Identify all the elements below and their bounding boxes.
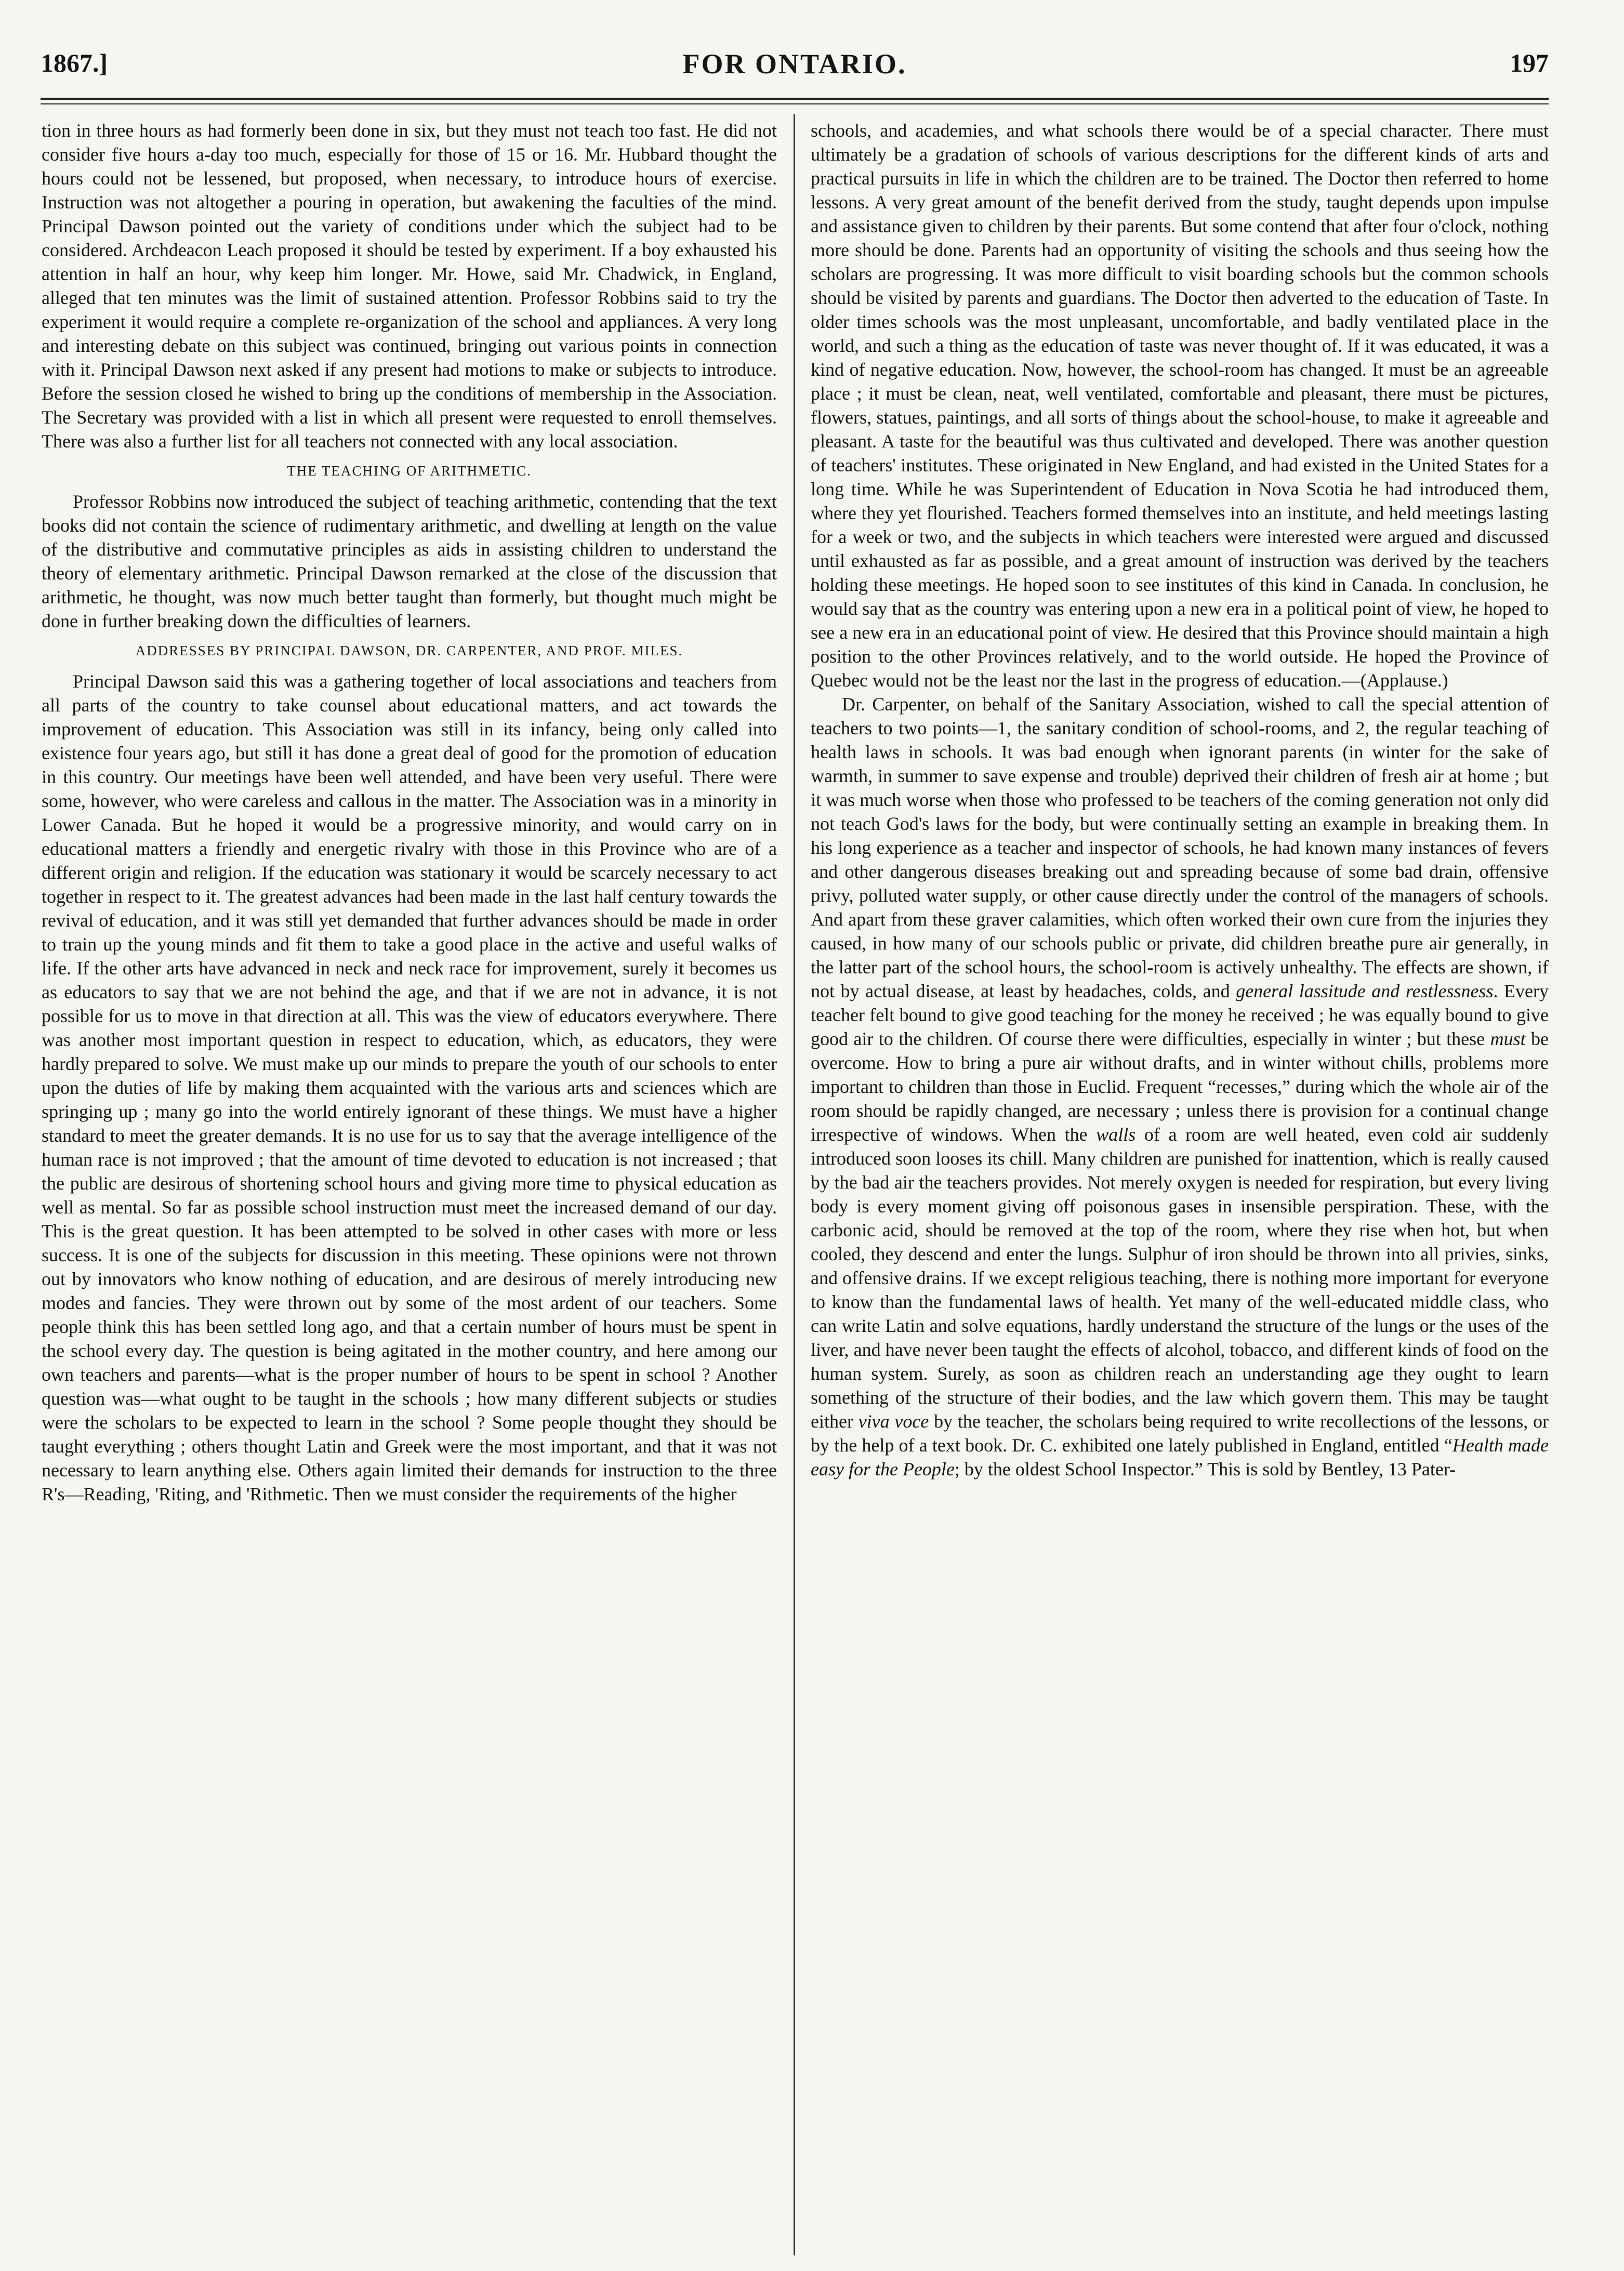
section-heading-addresses: ADDRESSES BY PRINCIPAL DAWSON, DR. CARPENTER, AND PROF. MILES. [135,643,683,658]
header-rule-thick [41,98,1549,100]
italic-phrase: walls [1096,1124,1136,1145]
italic-phrase: must [1490,1028,1526,1049]
text-run: Dr. Carpenter, on behalf of the Sanitary Association, wished to call the special attention of teachers to two points—1, the sanitary condition of school-rooms, and 2, the regular teaching of health laws in schools. It was bad enough when ignorant parents (in winter for the sake of warmth, in summer to save expense and trouble) deprived their children of fresh air at home ; but it was much worse when those who professed to be teachers of the coming generation not only did not teach God's laws for the body, but were continually setting an example in breaking them. In his long experience as a teacher and inspector of schools, he had known many instances of fevers and other dangerous diseases breaking out and spreading because of some bad drain, offensive privy, polluted water supply, or other cause directly under the control of the managers of schools. And apart from these graver calamities, which often worked their own cure from the injuries they caused, in how many of our schools public or private, did children breathe pure air generally, in the latter part of the school hours, the school-room is actively unhealthy. The effects are shown, if not by actual disease, at least by headaches, colds, and [811,694,1549,1001]
text-run: . Every teacher felt bound to give good teaching for the money he received ; he was equally bound to give good air to the children. Of course there were difficulties, especially in winter ; but these [811,981,1549,1049]
column-divider [794,114,795,2255]
header-rule-thin [41,103,1549,104]
right-column [811,118,1549,2254]
paragraph-dawson-address: Principal Dawson said this was a gathering together of local associations and teachers from all parts of the country to take counsel about educational matters, and act towards the improvement of education. This Association was still in its infancy, being only called into existence four years ago, but still it has done a great deal of good for the promotion of education in this country. Our meetings have been well attended, and have been very useful. There were some, however, who were careless and callous in the matter. The Association was in a minority in Lower Canada. But he hoped it would be a progressive minority, and would carry on in educational matters a friendly and energetic rivalry with those in this Province who are of a different origin and religion. If the education was stationary it would be scarcely necessary to act together in respect to it. The greatest advances had been made in the last half century towards the revival of education, and it was still yet demanded that further advances should be made in order to train up the young minds and fit them to take a good place in the active and useful walks of life. If the other arts have advanced in neck and neck race for improvement, surely it becomes us as educators to say that we are not behind the age, and that if we are not in advance, it is not possible for us to move in that direction at all. This was the view of educators everywhere. There was another most important question in respect to education, which, as educators, they were hardly prepared to solve. We must make up our minds to prepare the youth of our schools to enter upon the duties of life by making them acquainted with the various arts and sciences which are springing up ; many go into the world entirely ignorant of these things. We must have a higher standard to meet the greater demands. It is no use for us to say that the average intelligence of the human race is not improved ; that the amount of time devoted to education is not increased ; that the public are desirous of shortening school hours and giving more time to physical education as well as mental. So far as possible school instruction must meet the increased demand of our day. This is the great question. It has been attempted to be solved in other cases with more or less success. It is one of the subjects for discussion in this meeting. These opinions were not thrown out by innovators who know nothing of education, and are desirous of merely introducing new modes and fancies. They were thrown out by some of the most ardent of our teachers. Some people think this has been settled long ago, and that a certain number of hours must be spent in the school every day. The question is being agitated in the mother country, and here among our own teachers and parents—what is the proper number of hours to be spent in school ? Another question was—what ought to be taught in the schools ; how many different subjects or studies were the scholars to be expected to learn in the school ? Some people thought they should be taught everything ; others thought Latin and Greek were the most important, and that it was not necessary to learn anything else. Others again limited their demands for instruction to the three R's—Reading, 'Riting, and 'Rithmetic. Then we must consider the requirements of the higher [42,671,777,1504]
header-page-number: 197 [1510,48,1549,77]
left-column [42,118,777,2254]
paragraph-dawson-continued: schools, and academies, and what schools there would be of a special character. There must ultimately be a gradation of schools of various descriptions for the different kinds of arts and practical pursuits in life in which the children are to be trained. The Doctor then referred to home lessons. A very great amount of the benefit derived from the study, taught depends upon impulse and assistance given to children by their parents. But some contend that after four o'clock, nothing more should be done. Parents had an opportunity of visiting the schools and thus seeing how the scholars are progressing. It was more difficult to visit boarding schools but the common schools should be visited by parents and guardians. The Doctor then adverted to the education of Taste. In older times schools was the most unpleasant, uncomfortable, and badly ventilated place in the world, and such a thing as the education of taste was never thought of. If it was educated, it was a kind of negative education. Now, however, the school-room has changed. It must be an agreeable place ; it must be clean, neat, well ventilated, comfortable and pleasant, there must be pictures, flowers, statues, paintings, and all sorts of things about the school-house, to make it agreeable and pleasant. A taste for the beautiful was thus cultivated and developed. There was another question of teachers' institutes. These originated in New England, and had existed in the United States for a long time. While he was Superintendent of Education in Nova Scotia he had introduced them, where they yet flourished. Teachers formed themselves into an institute, and held meetings lasting for a week or two, and the subjects in which teachers were interested were argued and discussed until exhausted as far as possible, and a great amount of instruction was derived by the teachers holding these meetings. He hoped soon to see institutes of this kind in Canada. In conclusion, he would say that as the country was entering upon a new era in a political point of view, he hoped to see a new era in an educational point of view. He desired that this Province should maintain a high position to the other Provinces relatively, and to the world outside. He hoped the Province of Quebec would not be the least nor the last in the progress of education.—(Applause.) [811,120,1549,691]
paragraph-continuation: tion in three hours as had formerly been done in six, but they must not teach too fast. He did not consider five hours a-day too much, especially for those of 15 or 16. Mr. Hubbard thought the hours could not be lessened, but proposed, when necessary, to introduce hours of exercise. Instruction was not altogether a pouring in operation, but awakening the faculties of the mind. Principal Dawson pointed out the variety of conditions under which the subject had to be considered. Archdeacon Leach proposed it should be tested by experiment. If a boy exhausted his attention in half an hour, why keep him longer. Mr. Howe, said Mr. Chadwick, in England, alleged that ten minutes was the limit of sustained attention. Professor Robbins said to try the experiment it would require a complete re-organization of the school and appliances. A very long and interesting debate on this subject was continued, bringing out various points in connection with it. Principal Dawson next asked if any present had motions to make or subjects to introduce. Before the session closed he wished to bring up the conditions of membership in the Association. The Secretary was provided with a list in which all present were requested to enroll themselves. There was also a further list for all teachers not connected with any local association. [42,120,777,452]
text-run: of a room are well heated, even cold air suddenly introduced soon looses its chill. Many children are punished for inattention, which is really caused by the bad air the teachers provides. Not merely oxygen is needed for respiration, but every living body is every moment giving off poisonous gases in insensible perspiration. These, with the carbonic acid, should be removed at the top of the room, where they rise when hot, but when cooled, they descend and enter the lungs. Sulphur of iron should be thrown into all privies, sinks, and offensive drains. If we except religious teaching, there is nothing more important for everyone to know than the fundamental laws of health. Yet many of the well-educated middle class, who can write Latin and solve equations, hardly understand the structure of the lungs or the uses of the liver, and have never been taught the effects of alcohol, tobacco, and different kinds of food on the human system. Surely, as soon as children reach an understanding age they ought to learn something of the structure of their bodies, and the law which govern them. This may be taught either [811,1124,1549,1432]
italic-phrase: viva voce [858,1411,929,1432]
italic-phrase: general lassitude and restlessness [1236,981,1494,1001]
paragraph-carpenter-address [811,692,1549,1481]
italic-book-title: Health made easy for the People [811,1435,1549,1480]
text-run: ; by the oldest School Inspector.” This is sold by Bentley, 13 Pater- [954,1459,1456,1480]
text-run: be overcome. How to bring a pure air without drafts, and in winter without chills, problems more important to children than those in Euclid. Frequent “recesses,” during which the whole air of the room should be rapidly changed, are necessary ; unless there is provision for a continual change irrespective of windows. When the [811,1028,1549,1145]
section-heading-arithmetic: THE TEACHING OF ARITHMETIC. [287,463,532,479]
header-title: FOR ONTARIO. [682,48,907,80]
paragraph-arithmetic: Professor Robbins now introduced the subject of teaching arithmetic, contending that the text books did not contain the science of rudimentary arithmetic, and dwelling at length on the value of the distributive and commutative principles as aids in assisting children to understand the theory of elementary arithmetic. Principal Dawson remarked at the close of the discussion that arithmetic, he thought, was now much better taught than formerly, but thought much might be done in further breaking down the difficulties of learners. [42,491,777,631]
running-head [41,48,1549,89]
text-run: by the teacher, the scholars being required to write recollections of the lessons, or by the help of a text book. Dr. C. exhibited one lately published in England, entitled “ [811,1411,1549,1456]
header-year: 1867.] [41,48,108,77]
